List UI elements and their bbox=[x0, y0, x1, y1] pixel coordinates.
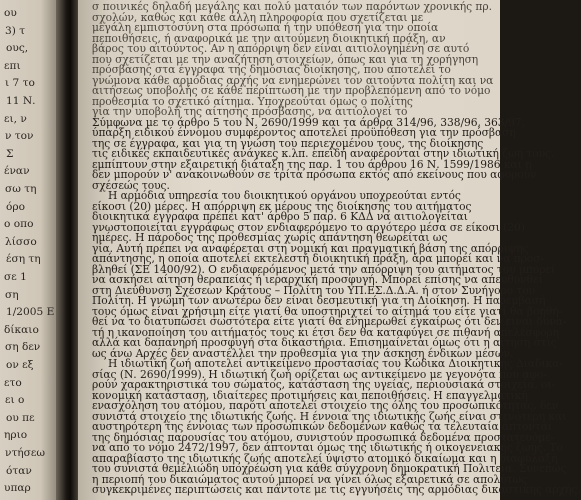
left-page-fragment: ι 7 το bbox=[5, 77, 35, 90]
body-text-line: βάρος του αιτούντος. Αν η απόρριψη δεν είναι αιτιολογημένη σε αυτό bbox=[92, 42, 470, 55]
body-text-line: απαραβίαστο της ιδιωτικής ζωής αποτελεί ύψιστο ατομικό δικαίωμα και η διαφύλαξή bbox=[92, 451, 558, 465]
body-text-line: συγκεκριμένες περιπτώσεις και πάντοτε με τις εγγυήσεις της αρμόδιας δικαστικής αρχής. bbox=[92, 483, 581, 496]
left-page-fragment: επι bbox=[4, 59, 21, 72]
body-text-line: είκοσι (20) μέρες. Η απόρριψη εκ μέρους της διοίκησης του αιτήματος bbox=[92, 199, 472, 213]
body-text-line: τή η ικανοποίηση του αιτήματός τους κι έτσι δεν θα καταφύγει σε πιθανή απελέσφορη bbox=[92, 325, 560, 339]
body-text-line: διοικητικά έγγραφα πρέπει κατ' άρθρο 5 παρ. 6 ΚΔΔ να αιτιολογείται bbox=[92, 210, 468, 223]
left-page-fragment: σω τη bbox=[5, 183, 37, 195]
body-text-line: Πολίτη. Η γνώμη των ανωτέρω δεν είναι δεσμευτική για τη Διοίκηση. Η παρέμβασή bbox=[92, 294, 546, 307]
body-text-line: γία. Αυτή πρέπει να αναφέρεται στη νομική και πραγματική βάση της απόρριψης bbox=[92, 241, 529, 255]
body-text-line: για την υποβολή της αίτησης πρόσβασης, να αιτιολογεί το bbox=[92, 105, 408, 118]
left-page-fragment: υπαρ bbox=[4, 482, 31, 495]
left-page-fragment: ον εξ bbox=[6, 359, 34, 371]
body-text-line: Η αρμόδια υπηρεσία του διοικητικού οργάνου υποχρεούται εντός bbox=[108, 189, 461, 202]
body-text-line: ημέρες. Η πάροδος της προθεσμίας χωρίς απάντηση θεωρείται ως bbox=[92, 231, 448, 244]
body-text-line: θεί να το διατυπώσει σωστότερα είτε γιατί θα ενημερωθεί εγκαίρως ότι δεν είναι δυνα- bbox=[92, 315, 567, 328]
left-page-fragment: λίσσο bbox=[5, 235, 37, 248]
left-page-fragment: ση bbox=[5, 288, 19, 301]
body-text-line: απάντησης, η οποία αποτελεί εκτελεστή διοικητική πράξη, άρα μπορεί και να προσ- bbox=[92, 252, 545, 265]
body-text-line: πεποιθήσεις, ή αναφορικά με την αιτούμενη διοικητική πράξη, αν bbox=[92, 31, 446, 45]
body-text-line: ενασχόληση του ατόμου, παρότι αποτελεί στοιχείο της όλης του προσωπικότητας, δεν bbox=[92, 399, 559, 412]
left-page bbox=[0, 0, 58, 500]
left-page-fragment: ου bbox=[4, 7, 17, 19]
left-page-fragment: έση τη bbox=[6, 253, 41, 266]
body-text-line: Σύμφωνα με το άρθρο 5 του Ν. 2690/1999 και τα άρθρα 314/96, 338/96, 363/97, bbox=[92, 115, 525, 129]
body-text-line: γνωστοποιείται εγγράφως στον ενδιαφερόμενο το αργότερο μέσα σε είκοσι (20) bbox=[92, 220, 525, 234]
body-text-line: δεν μπορούν ν' ανακοινωθούν σε τρίτα πρόσωπα εκτός από εκείνους που αφορούν bbox=[92, 168, 537, 181]
body-text-line: που σχετίζεται με την αναζήτηση στοιχείων, όπως και για τη χορήγηση bbox=[92, 52, 479, 66]
left-page-fragment: ν τον bbox=[5, 130, 34, 143]
left-page-fragment: ει, ν bbox=[4, 112, 27, 125]
left-page-fragment: όρο bbox=[6, 200, 25, 213]
left-page-fragment: ηριο bbox=[4, 429, 28, 442]
left-page-fragment: Σ bbox=[6, 147, 14, 160]
body-text-line: σχολών, καθώς και κάθε άλλη πληροφορία που σχετίζεται με bbox=[92, 10, 424, 24]
body-text-line: κονομική κατάσταση, ιδιαίτερες προτιμήσεις και πεποιθήσεις. Η επαγγελματική bbox=[92, 388, 528, 402]
left-page-fragment: ετο bbox=[4, 376, 22, 389]
left-page-fragment: 11 Ν. bbox=[6, 95, 36, 107]
body-text-line: στη Διεύθυνση Σχέσεων Κράτους – Πολίτη του ΥΠ.ΕΣ.Δ.Δ.Α. ή στον Συνήγορο του bbox=[92, 283, 536, 297]
body-text-line: η περιοπή του δικαιώματος αυτού μπορεί να γίνει όλως εξαιρετικά σε απολύτως bbox=[92, 472, 528, 486]
body-text-line: αυστηρότερη της έννοιας των προσωπικών δεδομένων καθώς τα τελευταία άπτονται bbox=[92, 420, 552, 433]
left-page-fragment: σε 1 bbox=[4, 271, 27, 283]
body-text-line: σ ποινικές δηλαδή μεγάλης και πολύ ματαιόν των παρόντων χρονικής πρ. bbox=[92, 0, 492, 13]
body-text-line: σχέσεώς τους. bbox=[92, 178, 170, 192]
body-text-line: εμπίπτουν στην εξαιρετική διάταξη της παρ. 1 του άρθρου 16 Ν. 1599/1986 και η bbox=[92, 157, 532, 171]
body-text-line: τους όμως είναι χρήσιμη είτε γιατί θα υποστηριχτεί το αίτημά του είτε γιατί θα βοηθή- bbox=[92, 304, 563, 318]
left-page-fragment: όταν bbox=[6, 464, 32, 477]
left-page-fragment: ο οπο bbox=[4, 218, 34, 231]
body-text-line: να από το νόμο 2472/1997, δεν άπτονται όμως της ιδιωτικής ή οικογενειακής ζωής. Το bbox=[92, 441, 563, 454]
left-page-fragment: 1/2005 Ε bbox=[6, 306, 55, 319]
left-page-fragment: ει ο bbox=[5, 394, 25, 407]
body-text-line: σίας (Ν. 2690/1999). Η ιδιωτική ζωή ορίζεται ως αντικείμενο με γεγονότα που αφο- bbox=[92, 367, 547, 381]
body-text-line: μεγάλη εμπιστοσύνη στα πρόσωπα ή την υπόθεση για την οποία bbox=[92, 21, 439, 34]
body-text-line: ως άνω Αρχές δεν αναστέλλει την προθεσμία για την άσκηση ένδικων μέσων. bbox=[92, 346, 514, 360]
body-text-line: να ασκήσει αίτηση θεραπείας ή ιεραρχική προσφυγή. Μπορεί επίσης να απευθυνθεί bbox=[92, 273, 543, 286]
body-text-line: Η ιδιωτική ζωή αποτελεί αντικείμενο προστασίας του Κώδικα Διοικητικής Διαδικα- bbox=[108, 357, 563, 370]
body-text-line: αλλά και δαπανηρή προσφυγή στα δικαστήρια. Επισημαίνεται όμως ότι η αίτηση στις bbox=[92, 336, 557, 349]
left-page-fragment: 3) τ bbox=[5, 24, 26, 37]
body-text-line: της δημόσιας παρουσίας του ατόμου, συνιστούν προσωπικά δεδομένα προστατευόμε- bbox=[92, 430, 555, 444]
left-page-fragment: έναν bbox=[4, 165, 30, 178]
right-page bbox=[78, 0, 581, 500]
body-text-line: συνιστά στοιχείο της ιδιωτικής ζωής. Η έννοια της ιδιωτικής ζωής είναι στενότερη και bbox=[92, 409, 567, 423]
body-text-line: ρούν χαρακτηριστικά του σώματος, κατάσταση της υγείας, περιουσιακά στοιχεία, οι- bbox=[92, 378, 556, 391]
body-text-line: πρόσβασης στα έγγραφα της δημόσιας διοίκησης, που αποτελεί το bbox=[92, 63, 451, 76]
left-page-fragment: ους, bbox=[6, 42, 29, 55]
body-text-line: αιτήσεως υποβολής σε κάθε περίπτωση με την προβλεπόμενη από το νόμο bbox=[92, 84, 491, 97]
body-text-line: γνώμονα κάθε αρμόδιας αρχής να ενημερώνει τον αιτούντα πολίτη και να bbox=[92, 73, 494, 87]
left-page-fragment: ση δεν bbox=[5, 341, 41, 354]
left-page-fragment: δίκαιο bbox=[4, 323, 39, 336]
body-text-line: βληθεί (ΣΕ 1400/92). Ο ενδιαφερόμενος μετά την απόρριψη του αιτήματος του μπορεί bbox=[92, 262, 556, 276]
left-page-fragment: ντήσεω bbox=[5, 447, 46, 459]
body-text-line: τις ειδικές εκπαιδευτικές ανάγκες κ.λπ. επειδή αναφέρονται στην ιδιωτική ζωή τους. bbox=[92, 147, 555, 160]
body-text-line: του συνιστά θεμελιώδη υποχρέωση για κάθε σύγχρονη δημοκρατική Πολιτεία. Συνεπώς bbox=[92, 462, 567, 475]
left-page-fragment: ου πε bbox=[6, 411, 35, 424]
body-text-line: προθεσμία το σχετικό αίτημα. Υποχρεούται όμως ο πολίτης bbox=[92, 94, 413, 108]
body-text-line: ύπαρξη ειδικού έννομου συμφέροντος αποτελεί προϋπόθεση για την πρόσβαση bbox=[92, 126, 516, 139]
body-text-line: της σε έγγραφα, και για τη γνώση του περιεχομένου τους, της διοίκησης bbox=[92, 136, 484, 150]
